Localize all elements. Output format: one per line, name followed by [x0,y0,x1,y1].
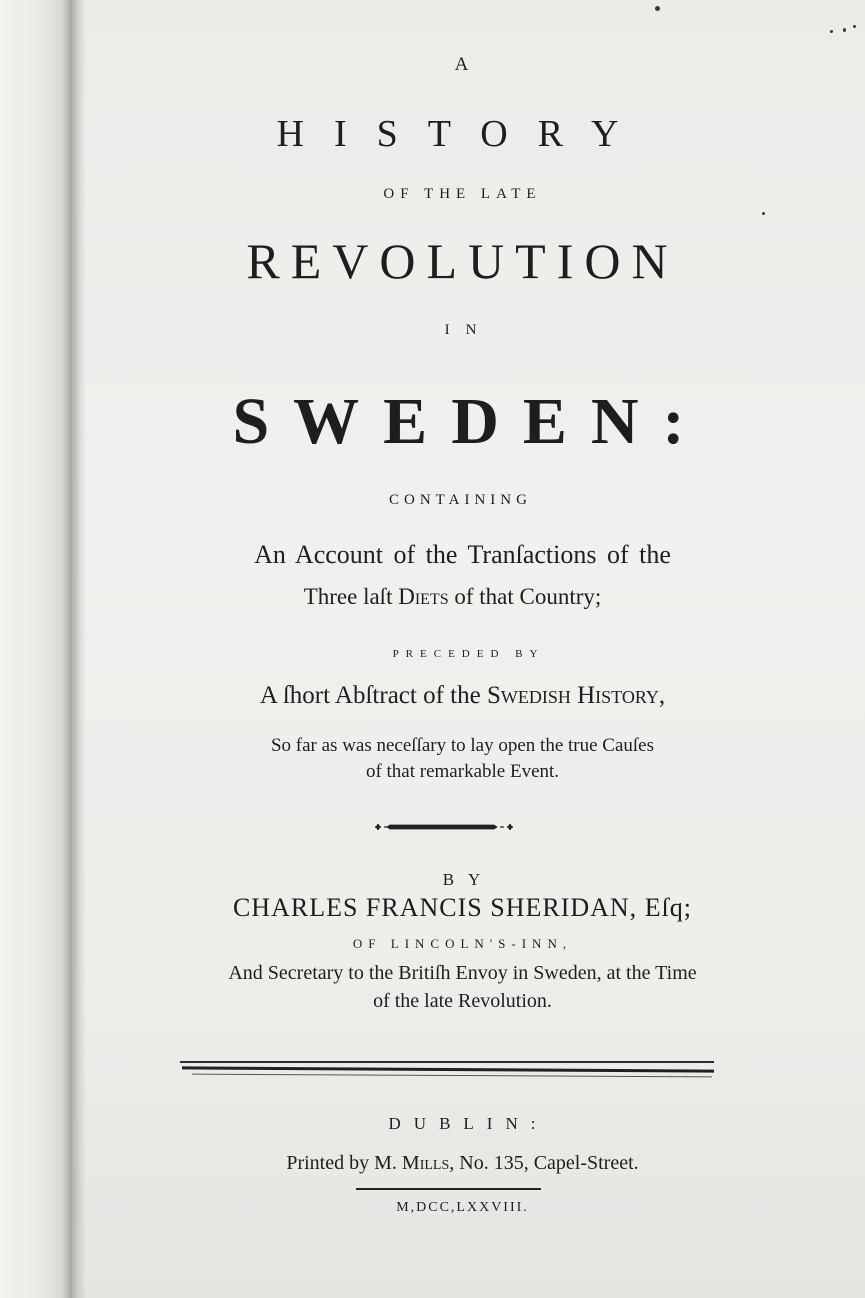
rule-line [182,1066,714,1072]
rule-line [192,1074,712,1078]
ink-speck [830,30,833,33]
three-diets-part-2: of that Country; [448,584,602,609]
title-line-author [0,893,865,923]
ink-speck [843,28,846,32]
title-line-of-the-late: OF THE LATE [383,186,542,202]
author-name: CHARLES FRANCIS SHERIDAN, [232,893,645,922]
ink-speck [762,212,765,215]
title-line-preceded-by: PRECEDED BY [392,648,545,660]
printer-part-1: Printed by M. [286,1152,402,1174]
title-line-time: of the late Revolution. [373,990,552,1012]
title-line-event: of that remarkable Event. [365,761,560,782]
abstract-part-3: , [658,682,666,709]
title-line-a: A [454,54,471,75]
title-line-by: BY [442,870,495,889]
imprint-printer [0,1152,865,1175]
abstract-swedish-history: Swedish History [486,682,659,709]
title-line-account: An Account of the Tranſactions of the [254,540,671,569]
three-diets-part-1: Three laſt [303,584,399,609]
author-suffix: Eſq; [644,893,693,922]
abstract-part-1: A ſhort Abſtract of the [259,682,487,709]
imprint-underline [356,1188,541,1190]
title-line-so-far: So far as was neceſſary to lay open the true Cauſes [270,735,655,756]
printer-part-2: , No. 135, Capel-Street. [449,1152,639,1174]
title-line-three-diets [0,584,865,610]
title-line-lincolns-inn: OF LINCOLN'S-INN, [352,936,573,951]
ink-speck [655,6,660,11]
ink-speck [853,25,856,28]
title-line-history: HISTORY [276,113,649,155]
printer-name-mills: Mills [401,1152,450,1174]
title-line-in: IN [444,322,493,338]
title-line-secretary: And Secretary to the Britiſh Envoy in Sweden, at the Time [228,962,697,984]
rule-line [180,1061,714,1063]
three-diets-word-diets: Diets [398,584,449,609]
title-line-sweden: SWEDEN: [232,385,709,458]
printer-ornament [372,820,522,834]
imprint-date: M,DCC,LXXVIII. [396,1200,529,1215]
title-line-abstract [0,682,865,710]
title-line-revolution: REVOLUTION [246,233,679,289]
imprint-place: DUBLIN: [388,1114,549,1133]
title-line-containing: CONTAINING [389,492,532,508]
double-rule [180,1061,715,1083]
